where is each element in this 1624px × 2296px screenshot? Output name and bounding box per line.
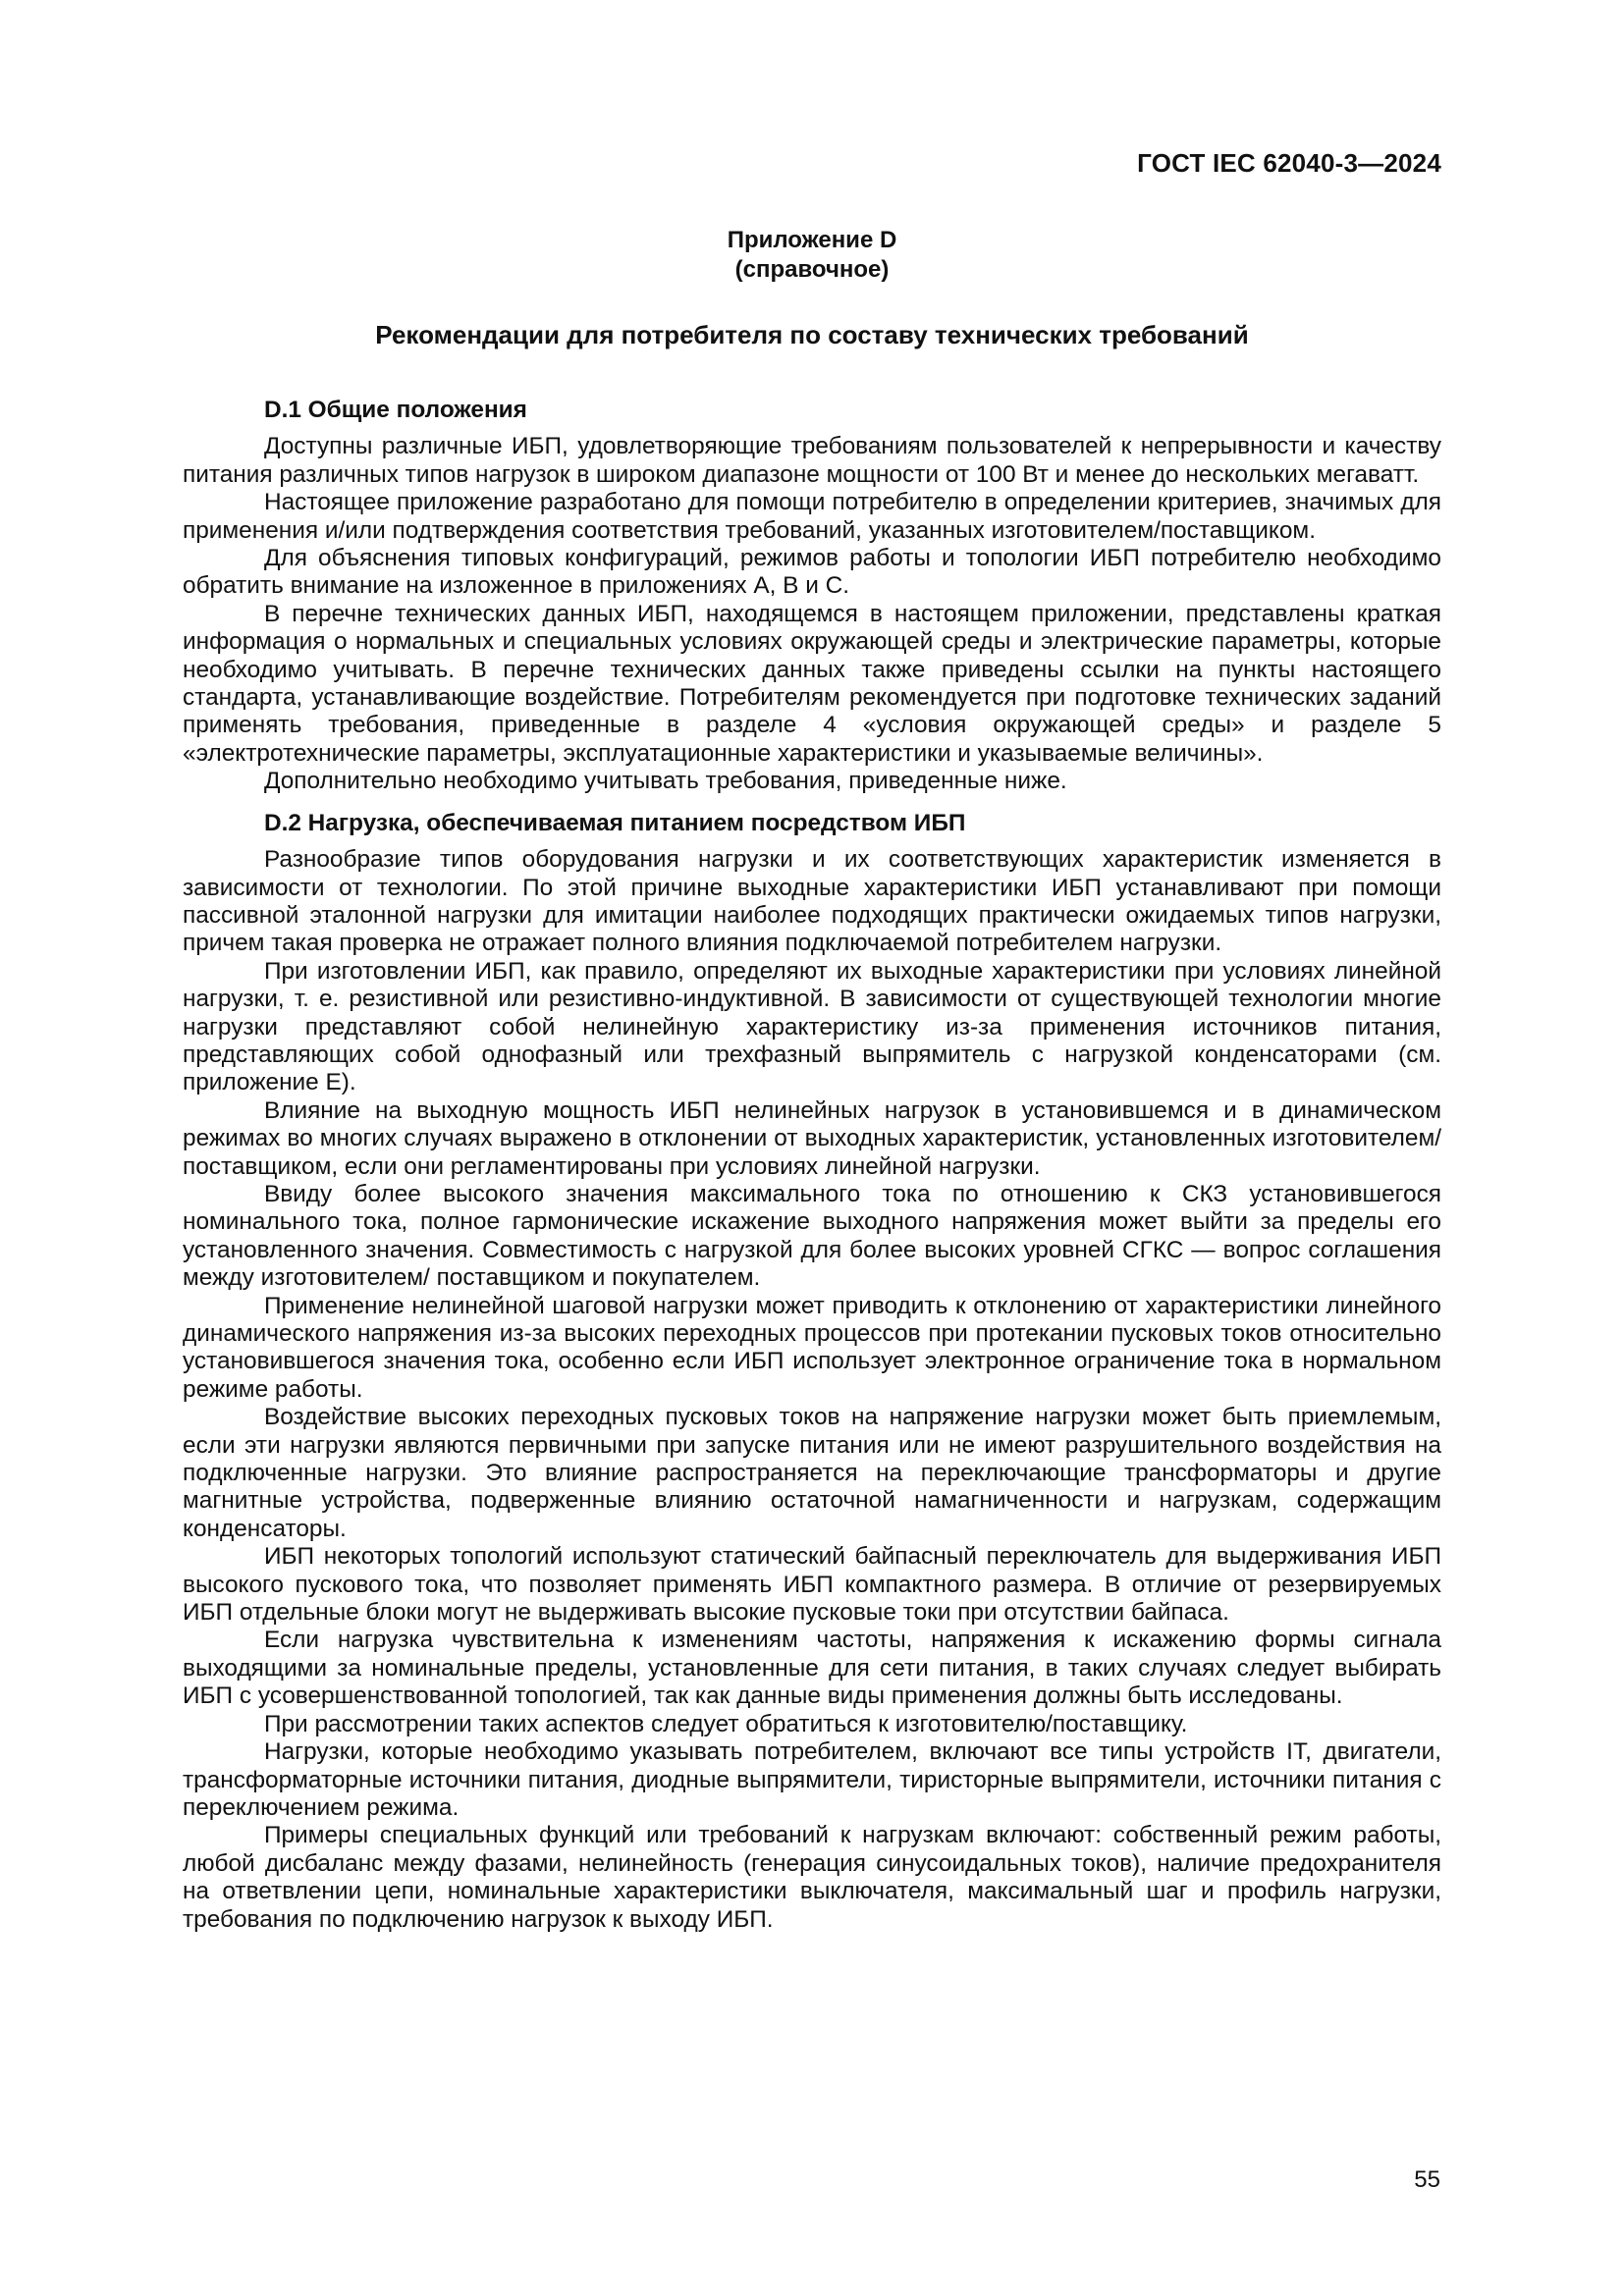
document-code-header: ГОСТ IEC 62040-3—2024 (1137, 148, 1441, 178)
paragraph: Воздействие высоких переходных пусковых токов на напряжение нагрузки может быть приемлемым, если эти нагрузки являются первичными при запуске питания или не имеют разрушительного воздействия на подключенные нагрузки. Это влияние распространяется на переключающие трансформаторы и другие магнитные устройства, подверженные влиянию остаточной намагниченности и нагрузкам, содержащим конденсаторы. (183, 1404, 1441, 1542)
appendix-title: Приложение D (727, 227, 897, 253)
paragraph: Если нагрузка чувствительна к изменениям частоты, напряжения к искажению формы сигнала выходящими за номинальные пределы, установленные для сети питания, в таких случаях следует выбирать ИБП с усовершенствованной топологией, так как данные виды применения должны быть исследованы. (183, 1627, 1441, 1710)
document-body (183, 397, 1441, 1934)
paragraph: В перечне технических данных ИБП, находящемся в настоящем приложении, представлены краткая информация о нормальных и специальных условиях окружающей среды и электрические параметры, которые необходимо учитывать. В перечне технических данных также приведены ссылки на пункты настоящего стандарта, устанавливающие воздействие. Потребителям рекомендуется при подготовке технических заданий применять требования, приведенные в разделе 4 «условия окружающей среды» и разделе 5 «электротехнические параметры, эксплуатационные характеристики и указываемые величины». (183, 600, 1441, 767)
section-heading-d2: D.2 Нагрузка, обеспечиваемая питанием посредством ИБП (263, 809, 966, 836)
paragraph: При изготовлении ИБП, как правило, определяют их выходные характеристики при условиях линейной нагрузки, т. е. резистивной или резистивно-индуктивной. В зависимости от существующей технологии многие нагрузки представляют собой нелинейную характеристику из-за применения источников питания, представляющих собой однофазный или трехфазный выпрямитель с нагрузкой конденсаторами (см. приложение Е). (183, 957, 1441, 1096)
paragraph: Для объяснения типовых конфигураций, режимов работы и топологии ИБП потребителю необходимо обратить внимание на изложенное в приложениях А, В и С. (183, 545, 1441, 600)
paragraph: Разнообразие типов оборудования нагрузки и их соответствующих характеристик изменяется в зависимости от технологии. По этой причине выходные характеристики ИБП устанавливают при помощи пассивной эталонной нагрузки для имитации наиболее подходящих практически ожидаемых типов нагрузки, причем такая проверка не отражает полного влияния подключаемой потребителем нагрузки. (183, 846, 1441, 957)
paragraph: Доступны различные ИБП, удовлетворяющие требованиям пользователей к непрерывности и качеству питания различных типов нагрузок в широком диапазоне мощности от 100 Вт и менее до нескольких мегаватт. (183, 433, 1441, 488)
paragraph: При рассмотрении таких аспектов следует обратиться к изготовителю/поставщику. (263, 1710, 1188, 1737)
paragraph: Настоящее приложение разработано для помощи потребителю в определении критериев, значимых для применения и/или подтверждения соответствия требований, указанных изготовителем/поставщиком. (183, 489, 1441, 544)
paragraph: Дополнительно необходимо учитывать требования, приведенные ниже. (263, 768, 1067, 795)
paragraph: Ввиду более высокого значения максимального тока по отношению к СКЗ установившегося номинального тока, полное гармонические искажение выходного напряжения может выйти за пределы его установленного значения. Совместимость с нагрузкой для более высоких уровней СГКС — вопрос соглашения между изготовителем/ поставщиком и покупателем. (183, 1180, 1441, 1292)
appendix-status-note: (справочное) (734, 256, 890, 283)
paragraph: Влияние на выходную мощность ИБП нелинейных нагрузок в установившемся и в динамическом режимах во многих случаях выражено в отклонении от выходных характеристик, установленных изготовителем/поставщиком, если они регламентированы при условиях линейной нагрузки. (183, 1096, 1441, 1180)
section-heading-d1: D.1 Общие положения (263, 397, 527, 423)
paragraph: Нагрузки, которые необходимо указывать потребителем, включают все типы устройств IT, двигатели, трансформаторные источники питания, диодные выпрямители, тиристорные выпрямители, источники питания с переключением режима. (183, 1738, 1441, 1821)
paragraph: ИБП некоторых топологий используют статический байпасный переключатель для выдерживания ИБП высокого пускового тока, что позволяет применять ИБП компактного размера. В отличие от резервируемых ИБП отдельные блоки могут не выдерживать высокие пусковые токи при отсутствии байпаса. (183, 1543, 1441, 1627)
paragraph: Применение нелинейной шаговой нагрузки может приводить к отклонению от характеристики линейного динамического напряжения из-за высоких переходных процессов при протекании пусковых токов относительно установившегося значения тока, особенно если ИБП использует электронное ограничение тока в нормальном режиме работы. (183, 1292, 1441, 1403)
appendix-heading: Рекомендации для потребителя по составу технических требований (375, 320, 1249, 349)
paragraph: Примеры специальных функций или требований к нагрузкам включают: собственный режим работы, любой дисбаланс между фазами, нелинейность (генерация синусоидальных токов), наличие предохранителя на ответвлении цепи, номинальные характеристики выключателя, максимальный шаг и профиль нагрузки, требования по подключению нагрузок к выходу ИБП. (183, 1822, 1441, 1933)
page-number: 55 (1414, 2166, 1440, 2193)
